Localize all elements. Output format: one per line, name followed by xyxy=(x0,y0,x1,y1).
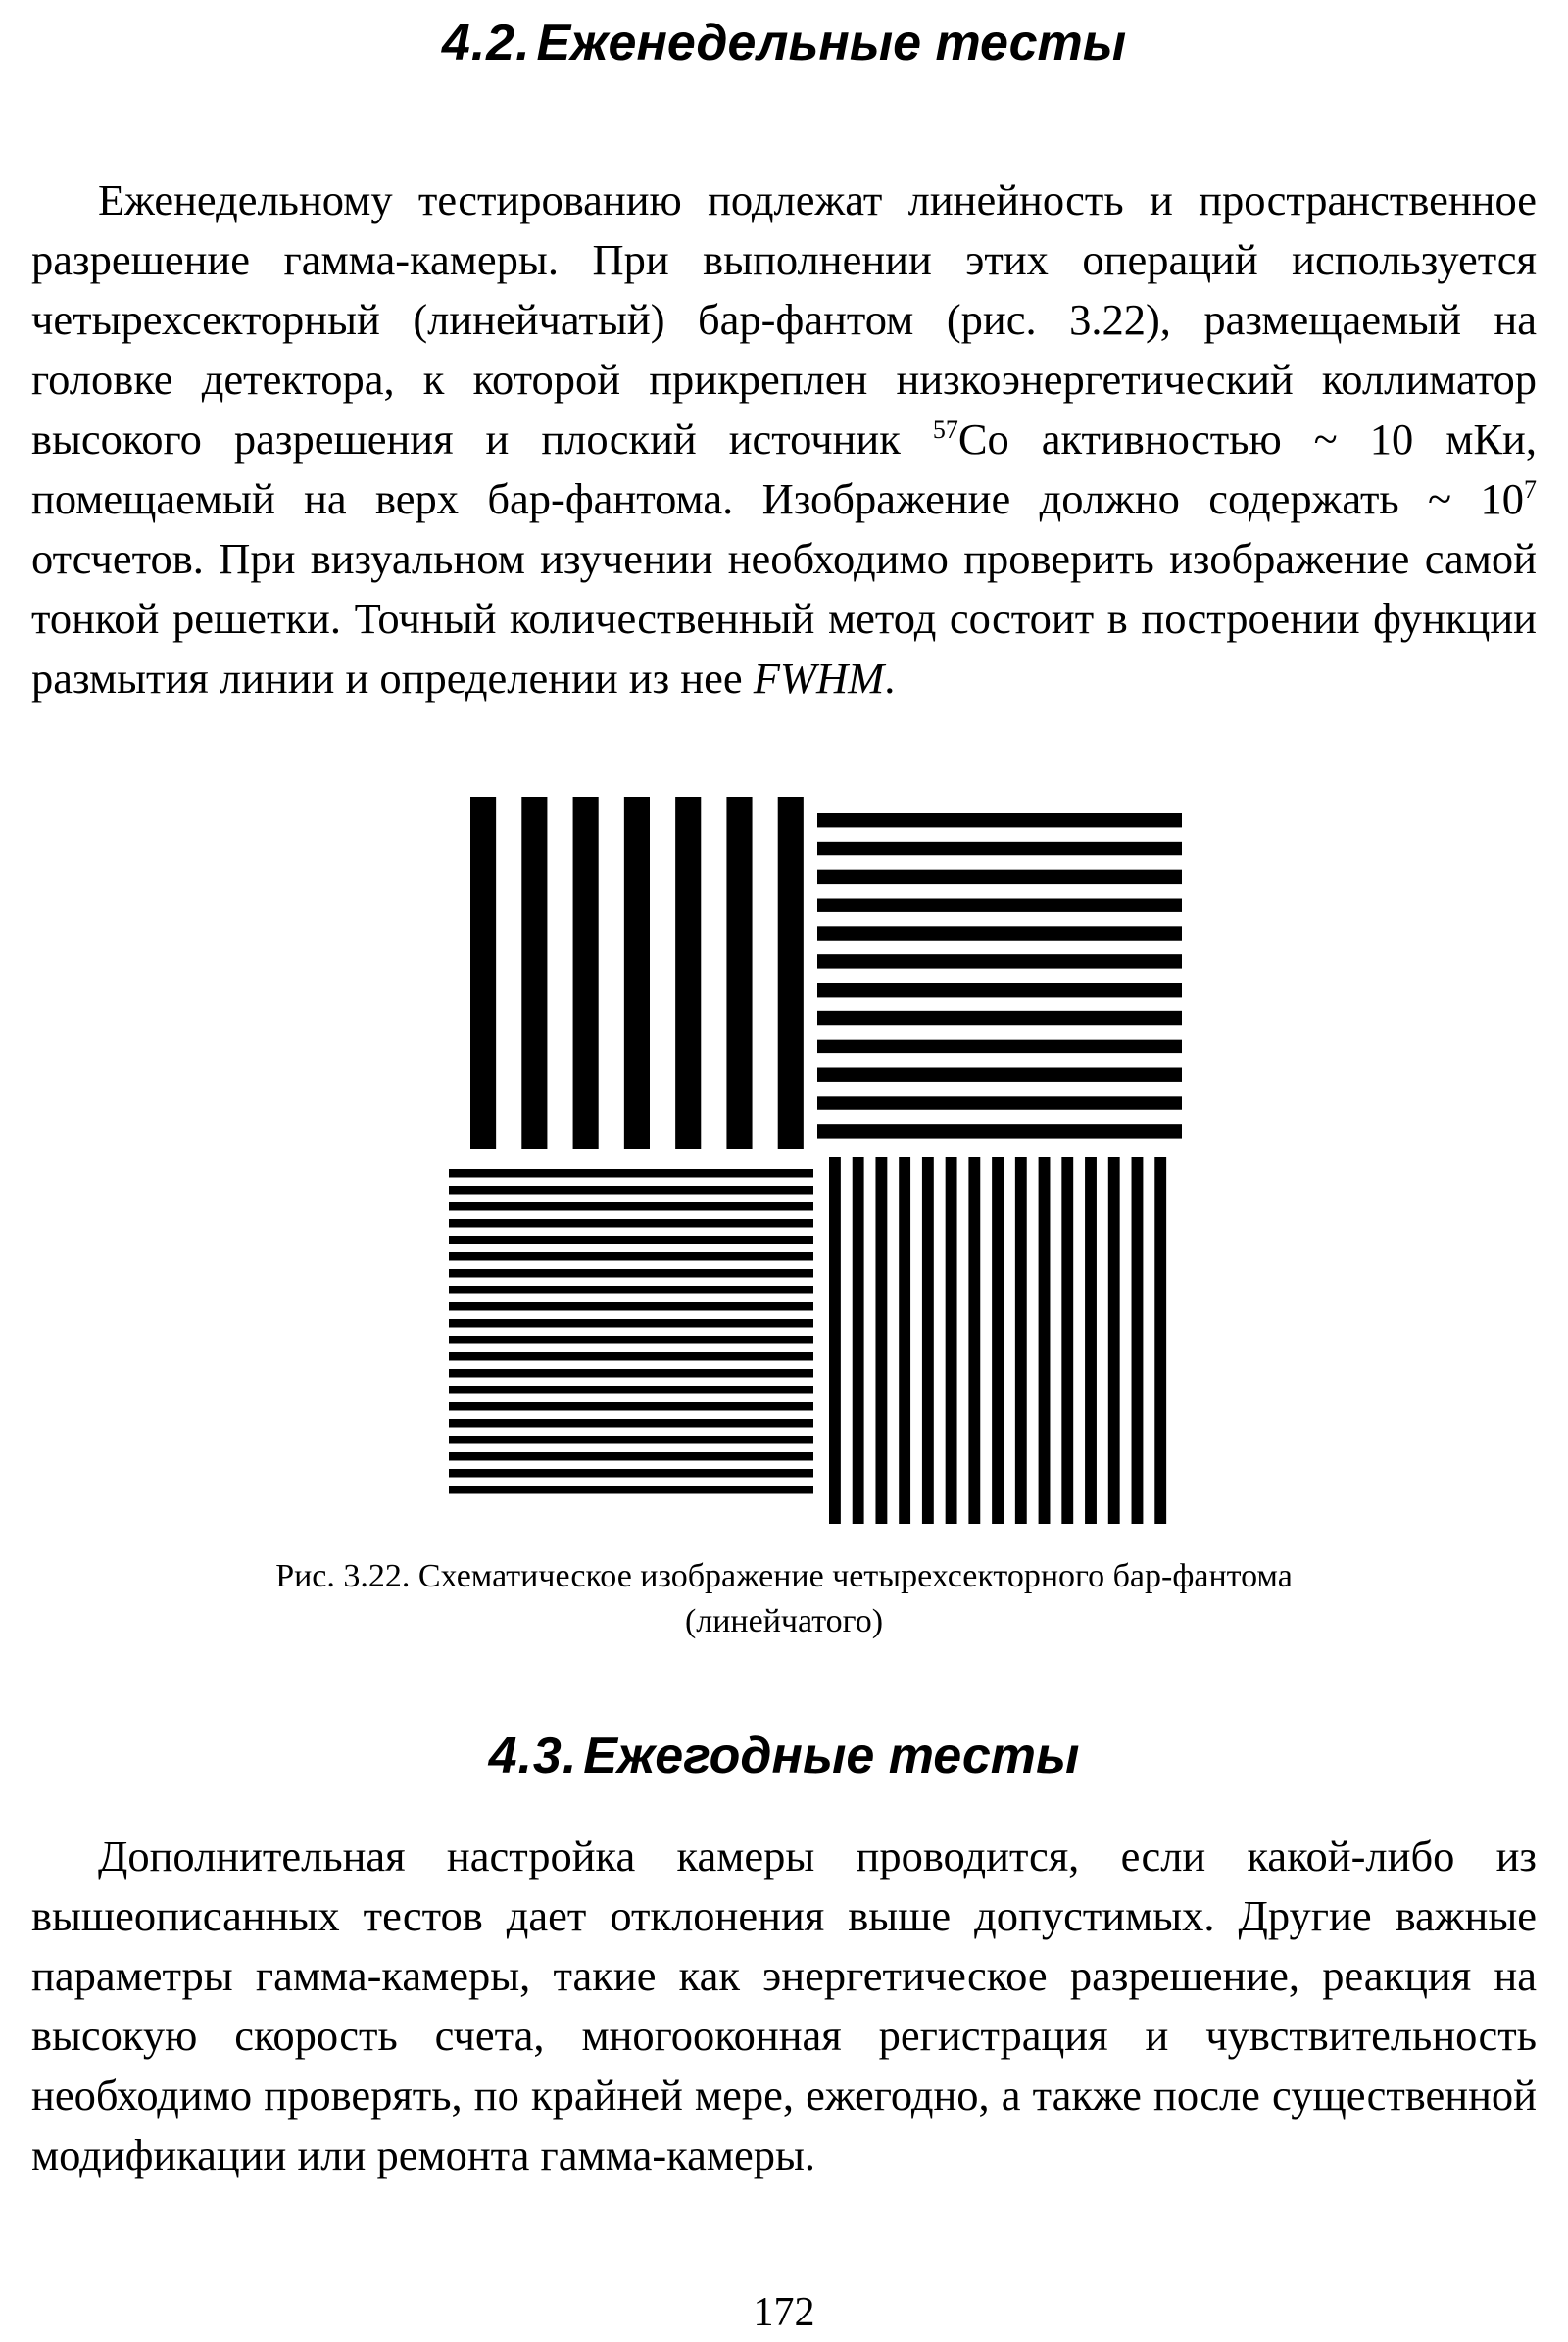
phantom-bar xyxy=(449,1236,813,1244)
section-number: 4.2. xyxy=(441,15,531,72)
phantom-bar xyxy=(817,899,1182,912)
phantom-bar xyxy=(1039,1157,1051,1524)
phantom-bar xyxy=(449,1336,813,1344)
phantom-bar xyxy=(817,926,1182,940)
phantom-bar xyxy=(1108,1157,1120,1524)
phantom-bar xyxy=(778,797,804,1149)
paragraph-end: . xyxy=(884,654,896,703)
phantom-bar xyxy=(726,797,752,1149)
phantom-bar xyxy=(449,1452,813,1461)
phantom-bar xyxy=(573,797,599,1149)
phantom-bar xyxy=(449,1469,813,1478)
phantom-bar xyxy=(817,1068,1182,1082)
section-title: Еженедельные тесты xyxy=(536,15,1127,72)
phantom-bar xyxy=(817,1011,1182,1025)
page-number: 172 xyxy=(753,2290,815,2335)
phantom-bar xyxy=(875,1157,887,1524)
phantom-bar xyxy=(1015,1157,1027,1524)
phantom-bar xyxy=(853,1157,864,1524)
phantom-bar xyxy=(449,1369,813,1378)
phantom-bar xyxy=(449,1386,813,1394)
phantom-bar xyxy=(1061,1157,1073,1524)
isotope-mass-number: 57 xyxy=(932,415,958,444)
count-exponent: 7 xyxy=(1524,475,1537,504)
quadrant-top-left-vertical-bars xyxy=(470,797,804,1149)
phantom-bar xyxy=(817,842,1182,855)
phantom-bar xyxy=(817,1096,1182,1109)
phantom-bar xyxy=(449,1286,813,1294)
bar-phantom-figure xyxy=(449,789,1182,1524)
phantom-bar xyxy=(922,1157,934,1524)
phantom-bar xyxy=(449,1402,813,1411)
phantom-bar xyxy=(992,1157,1004,1524)
phantom-bar xyxy=(624,797,650,1149)
phantom-bar xyxy=(1154,1157,1166,1524)
weekly-paragraph xyxy=(31,171,1537,708)
quadrant-bottom-right-vertical-bars xyxy=(829,1157,1166,1524)
phantom-bar xyxy=(449,1419,813,1428)
phantom-bar xyxy=(449,1436,813,1444)
phantom-bar xyxy=(449,1202,813,1211)
phantom-bar xyxy=(449,1169,813,1178)
phantom-bar xyxy=(817,954,1182,968)
phantom-bar xyxy=(817,1124,1182,1138)
phantom-bar xyxy=(449,1269,813,1278)
phantom-bar xyxy=(675,797,701,1149)
phantom-bar xyxy=(1085,1157,1097,1524)
phantom-bar xyxy=(470,797,496,1149)
phantom-bar xyxy=(899,1157,910,1524)
phantom-bar xyxy=(449,1219,813,1228)
paragraph-text: Еженедельному тестированию подлежат линейность и пространственное разрешение гамма-камеры. При выполнении этих операций используется четырехсекторный (линейчатый) бар-фантом (рис. 3.22), размещаемый на головке детектора, к которой прикреплен низкоэнергетический коллиматор высокого разрешения и плоский источник xyxy=(31,175,1537,464)
phantom-bar xyxy=(817,870,1182,884)
annual-paragraph: Дополнительная настройка камеры проводится, если какой-либо из вышеописанных тестов дает отклонения выше допустимых. Другие важные параметры гамма-камеры, такие как энергетическое разрешение, реакция на высокую скорость счета, многооконная регистрация и чувствительность необходимо проверять, по крайней мере, ежегодно, а также после существенной модификации или ремонта гамма-камеры. xyxy=(31,1831,1537,2179)
section-number: 4.3. xyxy=(488,1728,578,1784)
phantom-bar xyxy=(449,1486,813,1494)
phantom-bar xyxy=(817,1040,1182,1053)
paragraph-text: отсчетов. При визуальном изучении необходимо проверить изображение самой тонкой решетки. Точный количественный метод состоит в построении функции размытия линии и определении из нее xyxy=(31,534,1537,703)
phantom-bar xyxy=(449,1252,813,1261)
phantom-bar xyxy=(449,1319,813,1328)
quadrant-top-right-horizontal-bars xyxy=(817,813,1182,1139)
phantom-bar xyxy=(829,1157,841,1524)
phantom-bar xyxy=(449,1186,813,1195)
phantom-bar xyxy=(449,1352,813,1361)
figure-caption xyxy=(0,1554,1568,1644)
phantom-bar xyxy=(946,1157,957,1524)
phantom-bar xyxy=(1132,1157,1144,1524)
section-title: Ежегодные тесты xyxy=(583,1728,1080,1784)
phantom-bar xyxy=(817,813,1182,827)
phantom-bar xyxy=(817,983,1182,997)
phantom-bar xyxy=(449,1302,813,1311)
caption-line: Рис. 3.22. Схематическое изображение четырехсекторного бар-фантома xyxy=(275,1558,1293,1594)
section-heading-weekly xyxy=(0,14,1568,73)
quadrant-bottom-left-horizontal-bars xyxy=(449,1169,813,1494)
section-heading-annual xyxy=(0,1727,1568,1785)
phantom-bar xyxy=(968,1157,980,1524)
fwhm-term: FWHM xyxy=(753,654,885,703)
paragraph-text: Co активностью ~ 10 мКи, помещаемый на верх бар-фантома. Изображение должно содержать ~ 10 xyxy=(31,415,1537,523)
caption-line: (линейчатого) xyxy=(684,1603,884,1639)
phantom-bar xyxy=(521,797,547,1149)
